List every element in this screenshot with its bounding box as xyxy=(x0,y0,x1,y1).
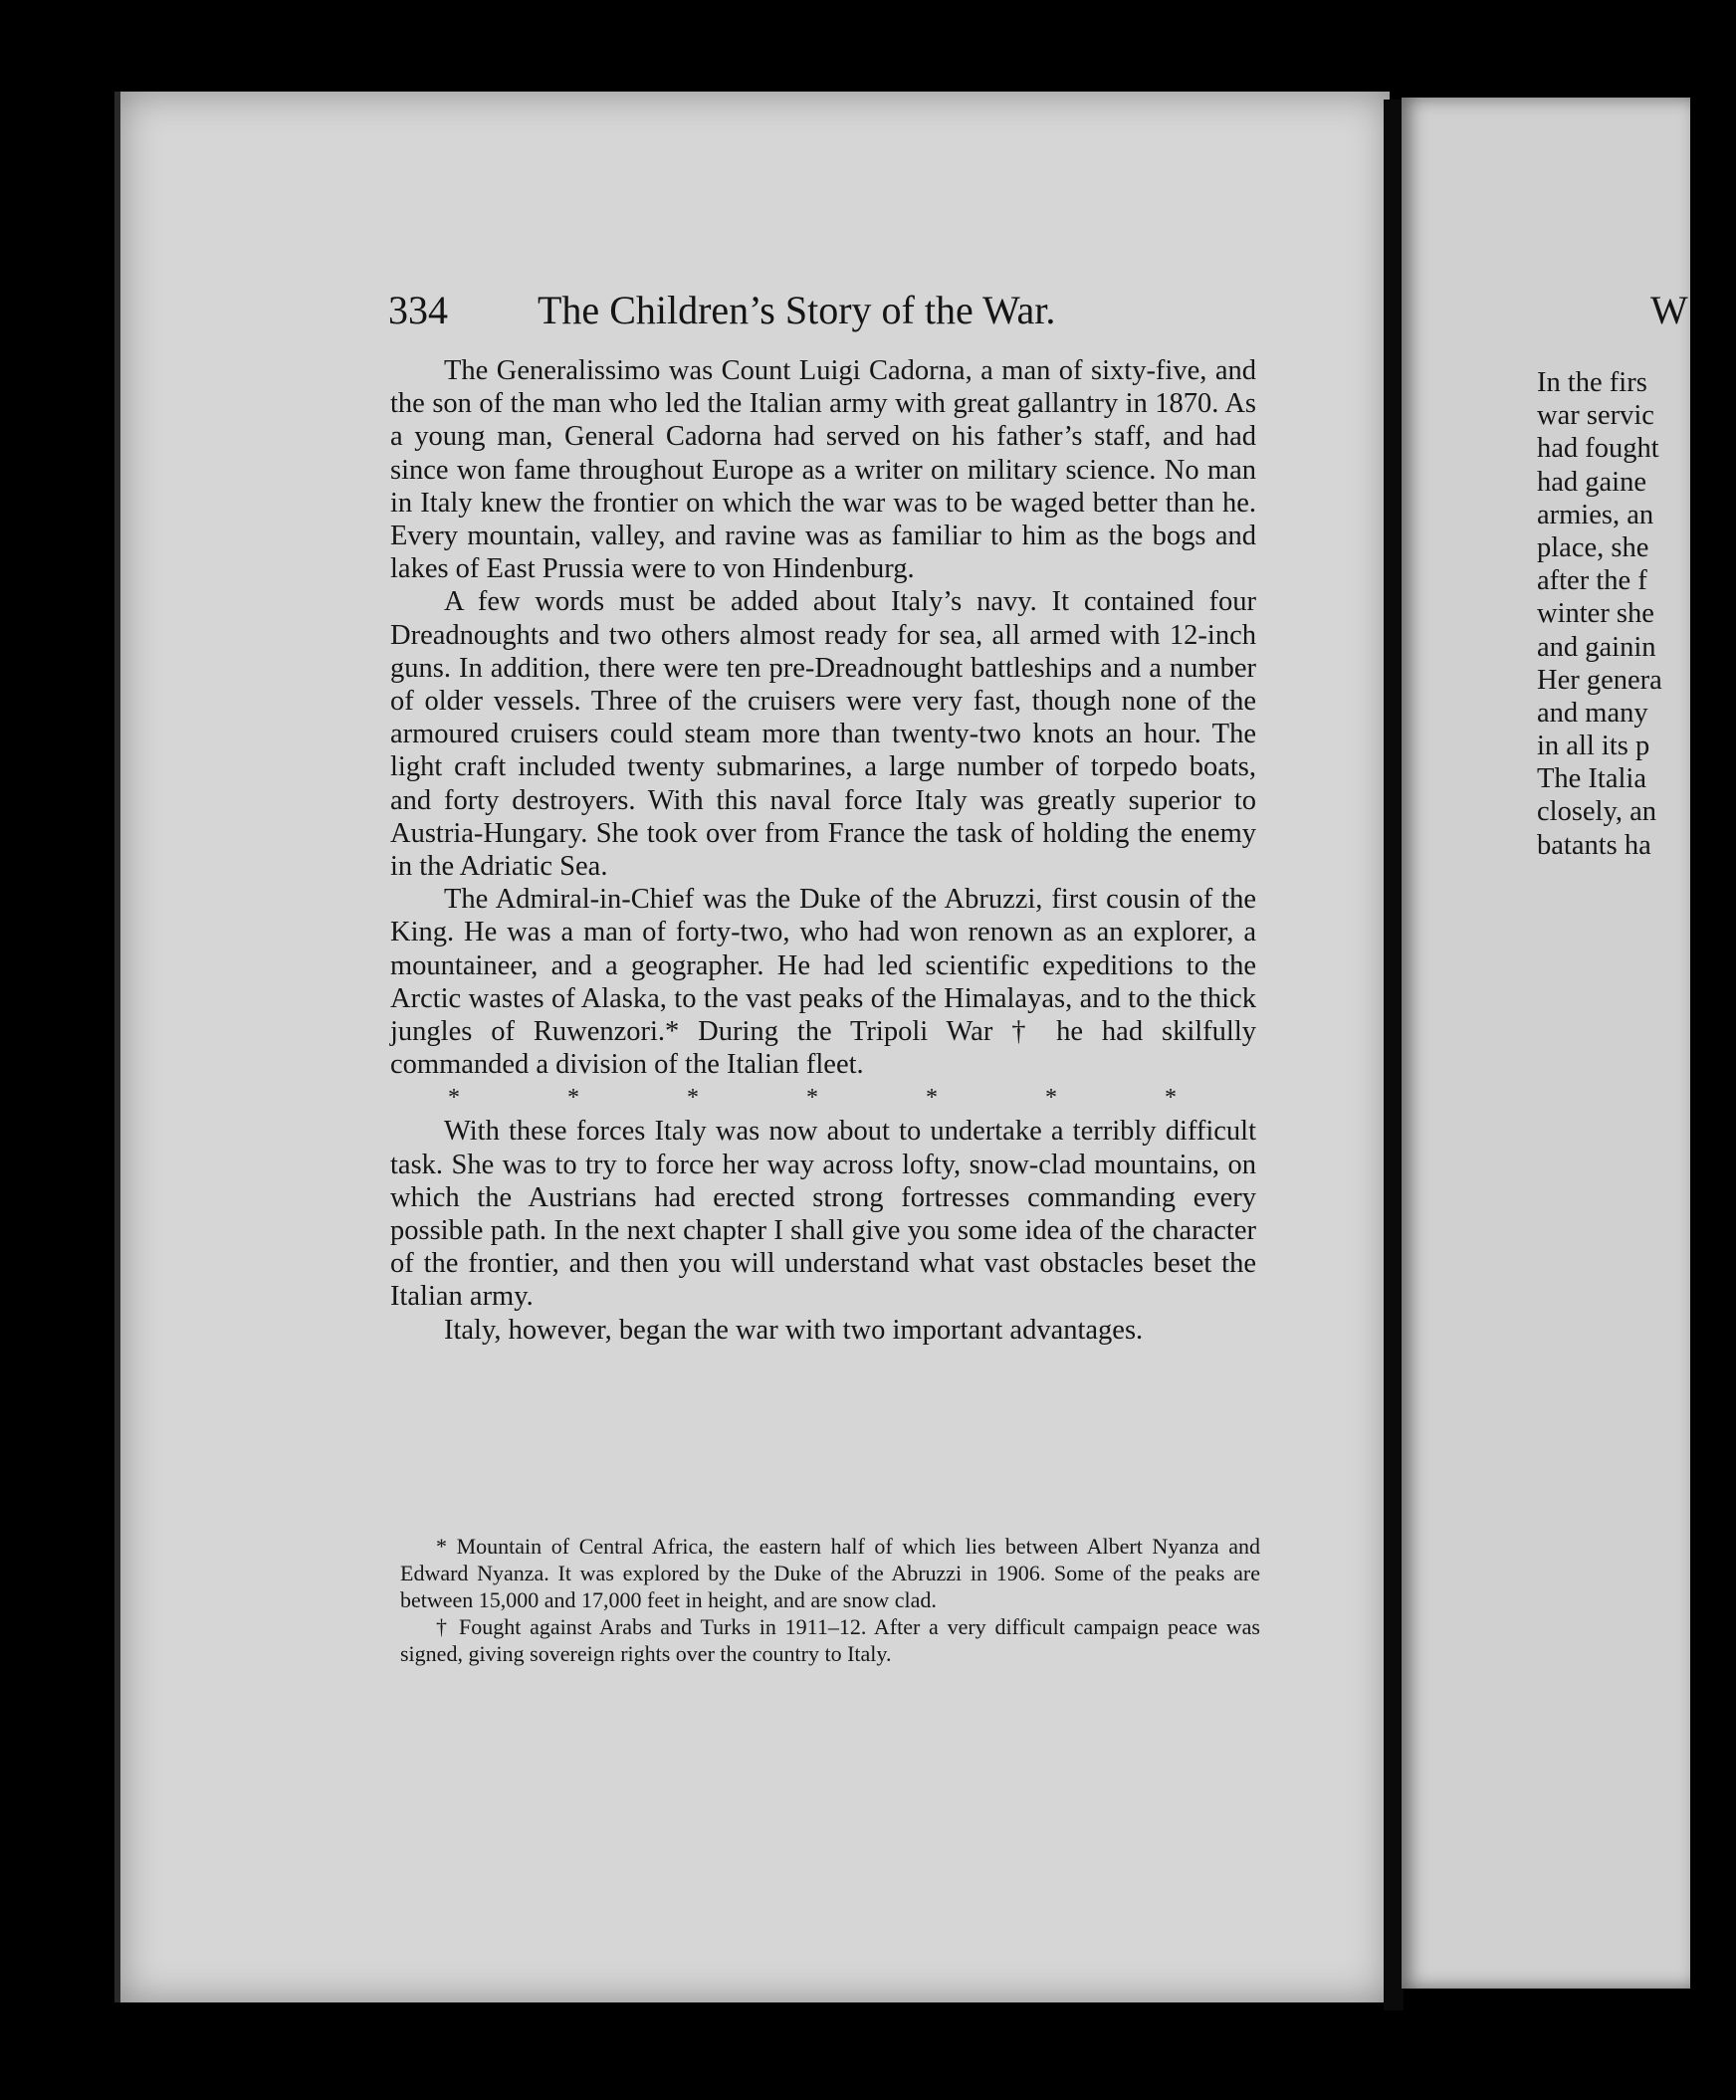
right-page-header: W xyxy=(1650,288,1688,332)
text-line: had gaine xyxy=(1537,466,1646,498)
separator-star: * xyxy=(687,1085,699,1112)
separator-star: * xyxy=(567,1085,579,1112)
right-page-text xyxy=(1537,366,1736,862)
text-line: and gainin xyxy=(1537,631,1656,663)
text-line: Her genera xyxy=(1537,664,1662,696)
separator-star: * xyxy=(1045,1085,1057,1112)
paragraph: Italy, however, began the war with two important advantages. xyxy=(444,1314,1144,1346)
separator-star: * xyxy=(1165,1085,1177,1112)
running-title: The Children’s Story of the War. xyxy=(538,288,1056,332)
text-line: armies, an xyxy=(1537,499,1654,530)
paragraph: With these forces Italy was now about to undertake a terribly difficult task. She was to try to force her way across lofty, snow-clad mountains, on which the Austrians had erected strong fortresses commanding every possible path. In the next chapter I shall give you some idea of the character of the frontier, and then you will understand what vast obstacles beset the Italian army. xyxy=(390,1116,1256,1313)
page-number: 334 xyxy=(388,288,448,332)
separator-star: * xyxy=(806,1085,818,1112)
text-line: batants ha xyxy=(1537,829,1651,861)
paragraph: The Generalissimo was Count Luigi Cadorna, a man of sixty-five, and the son of the man who led the Italian army with great gallantry in 1870. As a young man, General Cadorna had served on his father’s staff, and had since won fame throughout Europe as a writer on military science. No man in Italy knew the frontier on which the war was to be waged better than he. Every mountain, valley, and ravine was as familiar to him as the bogs and lakes of East Prussia were to von Hindenburg. xyxy=(390,355,1256,585)
right-page xyxy=(1402,98,1690,1989)
body-text xyxy=(390,354,1256,1347)
separator-star: * xyxy=(448,1085,460,1112)
text-line: and many xyxy=(1537,697,1648,729)
footnotes xyxy=(400,1533,1260,1667)
text-line: winter she xyxy=(1537,598,1654,630)
book-gutter xyxy=(1384,100,1404,2010)
text-line: place, she xyxy=(1537,531,1649,563)
footnote: * Mountain of Central Africa, the eastern half of which lies between Albert Nyanza and Edward Nyanza. It was explored by the Duke of the Abruzzi in 1906. Some of the peaks are between 15,000 and 17,000 feet in height, and are snow clad. xyxy=(400,1534,1260,1612)
separator-star: * xyxy=(926,1085,938,1112)
text-line: war servic xyxy=(1537,400,1654,432)
text-line: in all its p xyxy=(1537,731,1650,762)
text-line: In the firs xyxy=(1537,367,1647,398)
text-line: closely, an xyxy=(1537,796,1657,828)
text-line: The Italia xyxy=(1537,763,1646,795)
page-header xyxy=(388,287,1055,333)
section-separator xyxy=(390,1083,1256,1113)
footnote: † Fought against Arabs and Turks in 1911–12. After a very difficult campaign peace was signed, giving sovereign rights over the country to Italy. xyxy=(400,1614,1260,1666)
paragraph: The Admiral-in-Chief was the Duke of the Abruzzi, first cousin of the King. He was a man of forty-two, who had won renown as an explorer, a mountaineer, and a geographer. He had led scientific expeditions to the Arctic wastes of Alaska, to the vast peaks of the Himalayas, and to the thick jungles of Ruwenzori.* During the Tripoli War † he had skilfully commanded a division of the Italian fleet. xyxy=(390,884,1256,1081)
text-line: had fought xyxy=(1537,433,1659,465)
text-line: after the f xyxy=(1537,565,1647,597)
paragraph: A few words must be added about Italy’s navy. It contained four Dreadnoughts and two others almost ready for sea, all armed with 12-inch guns. In addition, there were ten pre-Dreadnought battleships and a number of older vessels. Three of the cruisers were very fast, though none of the armoured cruisers could steam more than twenty-two knots an hour. The light craft included twenty submarines, a large number of torpedo boats, and forty destroyers. With this naval force Italy was greatly superior to Austria-Hungary. She took over from France the task of holding the enemy in the Adriatic Sea. xyxy=(390,586,1256,883)
